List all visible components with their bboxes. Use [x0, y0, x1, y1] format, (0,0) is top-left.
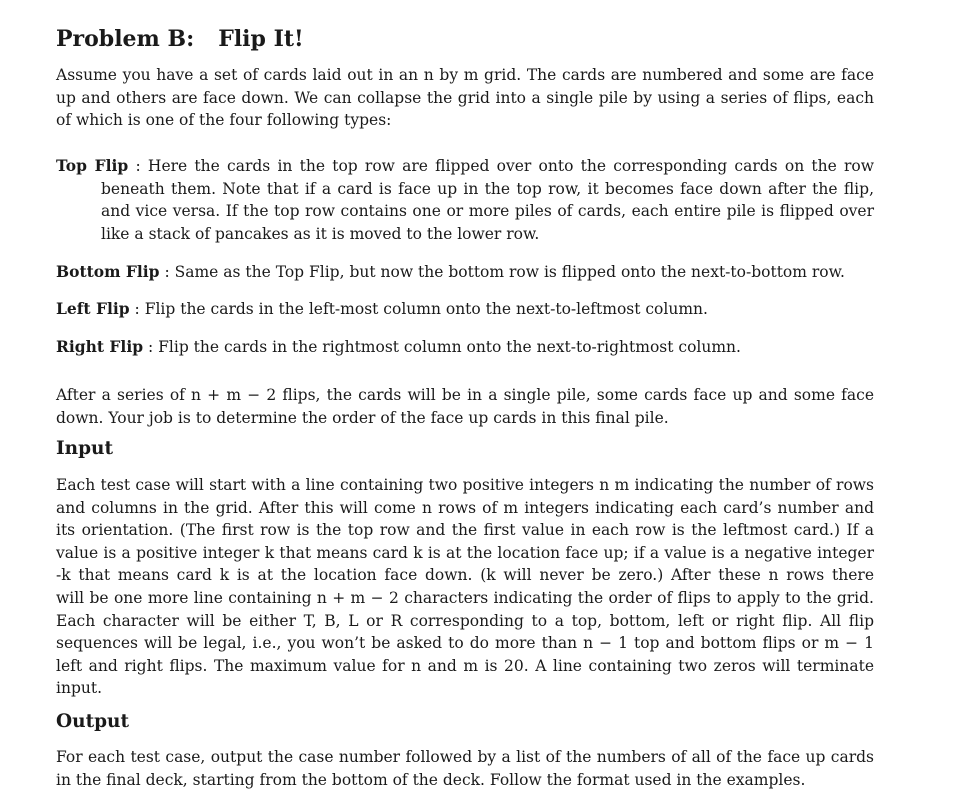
input-line: Each character will be either T, B, L or R corresponding to a top, bottom, left or right flip. All flip — [56, 611, 874, 630]
left-flip-text: : Flip the cards in the left-most column onto the next-to-leftmost column. — [134, 300, 708, 318]
input-line: Each test case will start with a line containing two positive integers n m indicating the number of rows — [56, 476, 874, 494]
problem-name: Flip It! — [218, 26, 304, 52]
intro-line: Assume you have a set of cards laid out in an n by m grid. The cards are numbered and some are face — [56, 66, 874, 84]
output-heading: Output — [56, 711, 130, 732]
input-heading: Input — [56, 438, 114, 459]
input-line: left and right flips. The maximum value for n and m is 20. A line containing two zeros will terminate — [56, 656, 874, 675]
input-line: its orientation. (The first row is the top row and the first value in each row is the leftmost card.) If a — [56, 521, 874, 540]
top-flip-text: like a stack of pancakes as it is moved to the lower row. — [101, 224, 540, 243]
input-line: -k that means card k is at the location face down. (k will never be zero.) After these n rows there — [56, 566, 874, 585]
left-flip-definition — [56, 298, 874, 321]
bottom-flip-definition — [56, 261, 874, 284]
output-line: For each test case, output the case number followed by a list of the numbers of all of the face up cards — [56, 748, 874, 766]
top-flip-text: : Here the cards in the top row are flipped over onto the corresponding cards on the row — [135, 157, 875, 175]
input-line: sequences will be legal, i.e., you won’t be asked to do more than n − 1 top and bottom flips or m − 1 — [56, 634, 874, 653]
after-paragraph — [56, 384, 874, 429]
top-flip-definition — [56, 155, 874, 245]
right-flip-definition — [56, 336, 874, 359]
right-flip-text: : Flip the cards in the rightmost column onto the next-to-rightmost column. — [148, 338, 741, 356]
left-flip-term: Left Flip — [56, 299, 130, 318]
bottom-flip-term: Bottom Flip — [56, 262, 160, 281]
top-flip-text: and vice versa. If the top row contains one or more piles of cards, each entire pile is flipped over — [101, 202, 874, 221]
top-flip-text: beneath them. Note that if a card is face up in the top row, it becomes face down after the flip, — [101, 179, 874, 198]
after-line: After a series of n + m − 2 flips, the cards will be in a single pile, some cards face up and some face — [56, 386, 874, 404]
problem-title — [56, 26, 304, 52]
output-paragraph — [56, 746, 874, 791]
top-flip-term: Top Flip — [56, 156, 129, 175]
intro-line: of which is one of the four following types: — [56, 111, 392, 130]
input-paragraph — [56, 474, 874, 700]
right-flip-term: Right Flip — [56, 337, 144, 356]
input-line: and columns in the grid. After this will come n rows of m integers indicating each card’s number and — [56, 498, 874, 517]
after-line: down. Your job is to determine the order of the face up cards in this final pile. — [56, 408, 669, 427]
intro-paragraph — [56, 64, 874, 132]
intro-line: up and others are face down. We can collapse the grid into a single pile by using a series of flips, each — [56, 88, 874, 107]
input-line: value is a positive integer k that means card k is at the location face up; if a value is a negative integer — [56, 543, 874, 562]
input-line: input. — [56, 679, 103, 698]
problem-label: Problem B: — [56, 26, 195, 52]
input-line: will be one more line containing n + m − 2 characters indicating the order of flips to apply to the grid. — [56, 588, 874, 607]
bottom-flip-text: : Same as the Top Flip, but now the bottom row is flipped onto the next-to-bottom row. — [164, 263, 845, 281]
output-line: in the final deck, starting from the bottom of the deck. Follow the format used in the examples. — [56, 770, 806, 789]
